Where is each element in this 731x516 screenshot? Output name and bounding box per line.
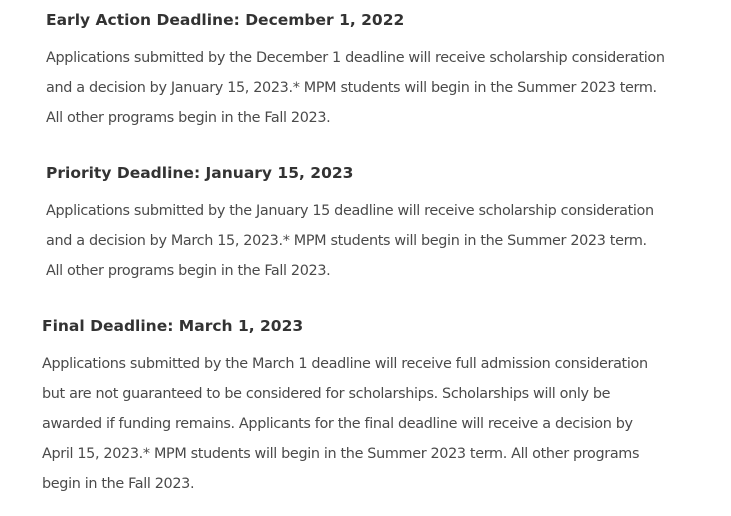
text-line: but are not guaranteed to be considered for scholarships. Scholarships will only be	[42, 386, 611, 402]
text-line: Applications submitted by the March 1 deadline will receive full admission consideration	[42, 356, 648, 372]
priority-description	[46, 196, 686, 286]
text-line: Applications submitted by the January 15 deadline will receive scholarship consideration	[46, 203, 654, 219]
final-deadline-description	[42, 349, 682, 499]
final-deadline-heading: Final Deadline: March 1, 2023	[42, 317, 304, 335]
early-action-description	[46, 43, 686, 133]
priority-section	[46, 153, 686, 286]
text-line: awarded if funding remains. Applicants for the final deadline will receive a decision by	[42, 416, 633, 432]
text-line: Applications submitted by the December 1 deadline will receive scholarship consideration	[46, 50, 665, 66]
text-line: All other programs begin in the Fall 2023.	[46, 263, 331, 279]
early-action-section	[46, 0, 686, 133]
early-action-heading: Early Action Deadline: December 1, 2022	[46, 11, 405, 29]
text-line: and a decision by January 15, 2023.* MPM students will begin in the Summer 2023 term.	[46, 80, 657, 96]
text-line: All other programs begin in the Fall 2023.	[46, 110, 331, 126]
text-line: April 15, 2023.* MPM students will begin in the Summer 2023 term. All other programs	[42, 446, 640, 462]
text-line: begin in the Fall 2023.	[42, 476, 195, 492]
priority-heading: Priority Deadline: January 15, 2023	[46, 164, 354, 182]
text-line: and a decision by March 15, 2023.* MPM students will begin in the Summer 2023 term.	[46, 233, 647, 249]
final-deadline-section	[42, 306, 682, 499]
